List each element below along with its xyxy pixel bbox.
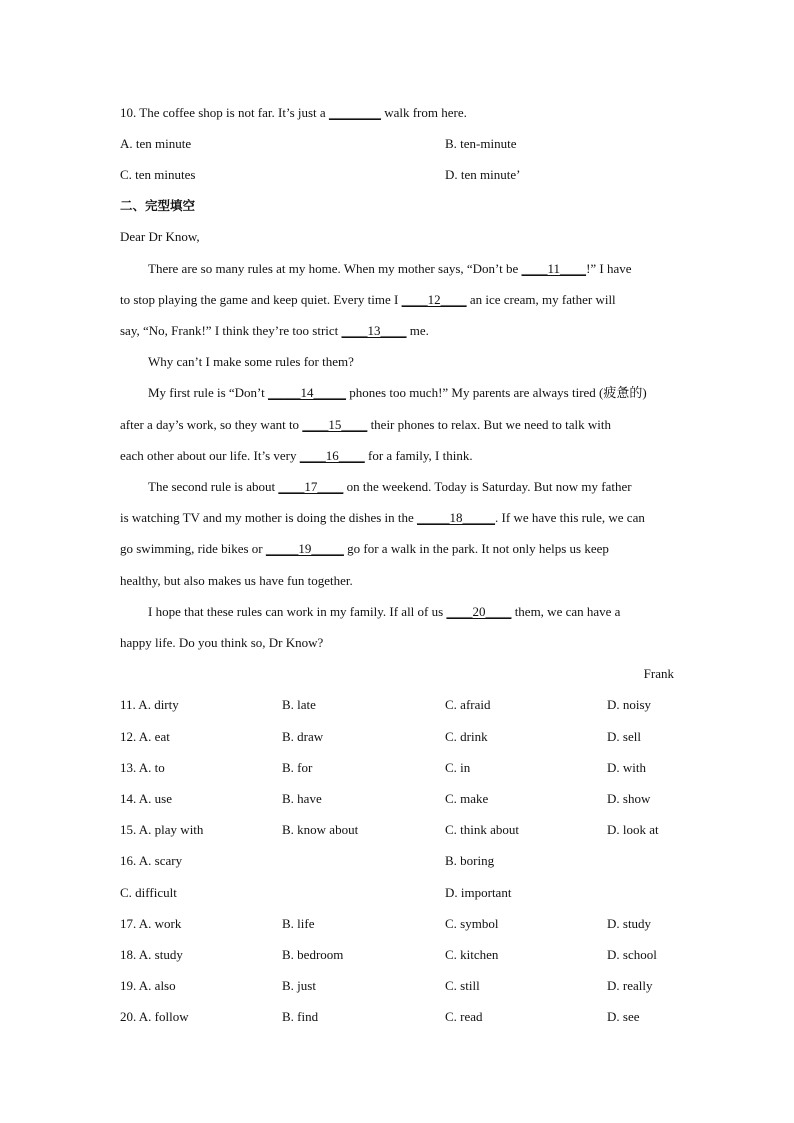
blank-14: _____14_____ [268,385,346,400]
question-10-option-c: C. ten minutes [120,167,196,182]
option-a: 17. A. work [120,916,182,931]
letter-paragraph-1-line-1 [148,261,632,277]
option-a: 16. A. scary [120,853,183,868]
letter-paragraph-1-line-3 [120,323,429,339]
option-c: C. in [445,760,471,775]
question-10-option-b: B. ten-minute [445,136,517,151]
option-c: C. still [445,978,480,993]
option-c: C. think about [445,822,520,837]
text-segment: me. [406,323,429,338]
option-b: B. bedroom [282,947,344,962]
text-segment: their phones to relax. But we need to talk with [367,417,612,432]
text-segment: !” I have [586,261,632,276]
blank-17: ____17____ [278,479,344,494]
option-a: 20. A. follow [120,1009,189,1024]
text-segment: an ice cream, my father will [466,292,616,307]
option-b: B. late [282,697,316,712]
option-d: D. show [607,791,651,806]
text-segment: them, we can have a [511,604,621,619]
section-heading: 二、完型填空 [120,198,196,213]
option-d: D. study [607,916,652,931]
option-b: B. have [282,791,322,806]
option-d: D. noisy [607,697,652,712]
letter-paragraph-4-line-1 [148,479,632,495]
option-c: C. make [445,791,489,806]
question-10-blank: ________ [328,105,381,120]
letter-paragraph-4-line-4: healthy, but also makes us have fun together. [120,573,353,588]
option-d: D. see [607,1009,640,1024]
option-d: D. really [607,978,653,993]
option-a: 13. A. to [120,760,165,775]
text-segment: on the weekend. Today is Saturday. But now my father [343,479,632,494]
text-segment: The second rule is about [148,479,279,494]
option-a: 14. A. use [120,791,172,806]
option-b: B. draw [282,729,324,744]
option-b: B. for [282,760,313,775]
text-segment: each other about our life. It’s very [120,448,300,463]
text-segment: is watching TV and my mother is doing the dishes in the [120,510,418,525]
letter-paragraph-2: Why can’t I make some rules for them? [148,354,354,369]
letter-signature: Frank [643,666,674,681]
option-d: D. with [607,760,646,775]
letter-greeting: Dear Dr Know, [120,229,200,244]
option-b: B. just [282,978,316,993]
option-c: C. difficult [120,885,177,900]
text-segment: go for a walk in the park. It not only helps us keep [343,541,609,556]
blank-20: ____20____ [446,604,512,619]
option-a: 15. A. play with [120,822,204,837]
option-c: C. afraid [445,697,491,712]
letter-paragraph-4-line-3 [120,541,609,557]
question-10-stem [120,105,467,121]
option-c: C. drink [445,729,488,744]
question-10-stem-start: 10. The coffee shop is not far. It’s just a [120,105,329,120]
text-segment: There are so many rules at my home. When my mother says, “Don’t be [148,261,522,276]
option-d: D. important [445,885,512,900]
option-d: D. sell [607,729,641,744]
option-a: 18. A. study [120,947,183,962]
option-c: C. read [445,1009,483,1024]
option-d: D. school [607,947,657,962]
blank-18: _____18_____ [417,510,496,525]
text-segment: after a day’s work, so they want to [120,417,303,432]
text-segment: I hope that these rules can work in my family. If all of us [148,604,447,619]
text-segment: to stop playing the game and keep quiet. Every time I [120,292,402,307]
option-a: 19. A. also [120,978,176,993]
option-d: D. look at [607,822,659,837]
blank-11: ____11____ [521,261,587,276]
option-a: 12. A. eat [120,729,170,744]
option-b: B. know about [282,822,359,837]
blank-16: ____16____ [299,448,365,463]
letter-paragraph-3-line-2 [120,417,611,433]
letter-paragraph-4-line-2 [120,510,645,526]
question-10-option-a: A. ten minute [120,136,192,151]
letter-paragraph-1-line-2 [120,292,616,308]
letter-paragraph-5-line-2: happy life. Do you think so, Dr Know? [120,635,324,650]
text-segment: phones too much!” My parents are always tired (疲惫的) [346,385,647,400]
blank-15: ____15____ [302,417,368,432]
question-10-option-d: D. ten minute’ [445,167,521,182]
option-a: 11. A. dirty [120,697,179,712]
blank-13: ____13____ [341,323,407,338]
text-segment: My first rule is “Don’t [148,385,268,400]
option-b: B. find [282,1009,319,1024]
blank-12: ____12____ [401,292,467,307]
question-10-stem-end: walk from here. [380,105,467,120]
text-segment: . If we have this rule, we can [495,510,645,525]
letter-paragraph-3-line-3 [120,448,473,464]
text-segment: say, “No, Frank!” I think they’re too strict [120,323,342,338]
option-c: C. kitchen [445,947,499,962]
letter-paragraph-5-line-1 [148,604,620,620]
text-segment: for a family, I think. [364,448,473,463]
option-b: B. boring [445,853,495,868]
letter-paragraph-3-line-1 [148,385,647,401]
text-segment: go swimming, ride bikes or [120,541,266,556]
blank-19: _____19_____ [265,541,344,556]
option-c: C. symbol [445,916,499,931]
option-b: B. life [282,916,315,931]
